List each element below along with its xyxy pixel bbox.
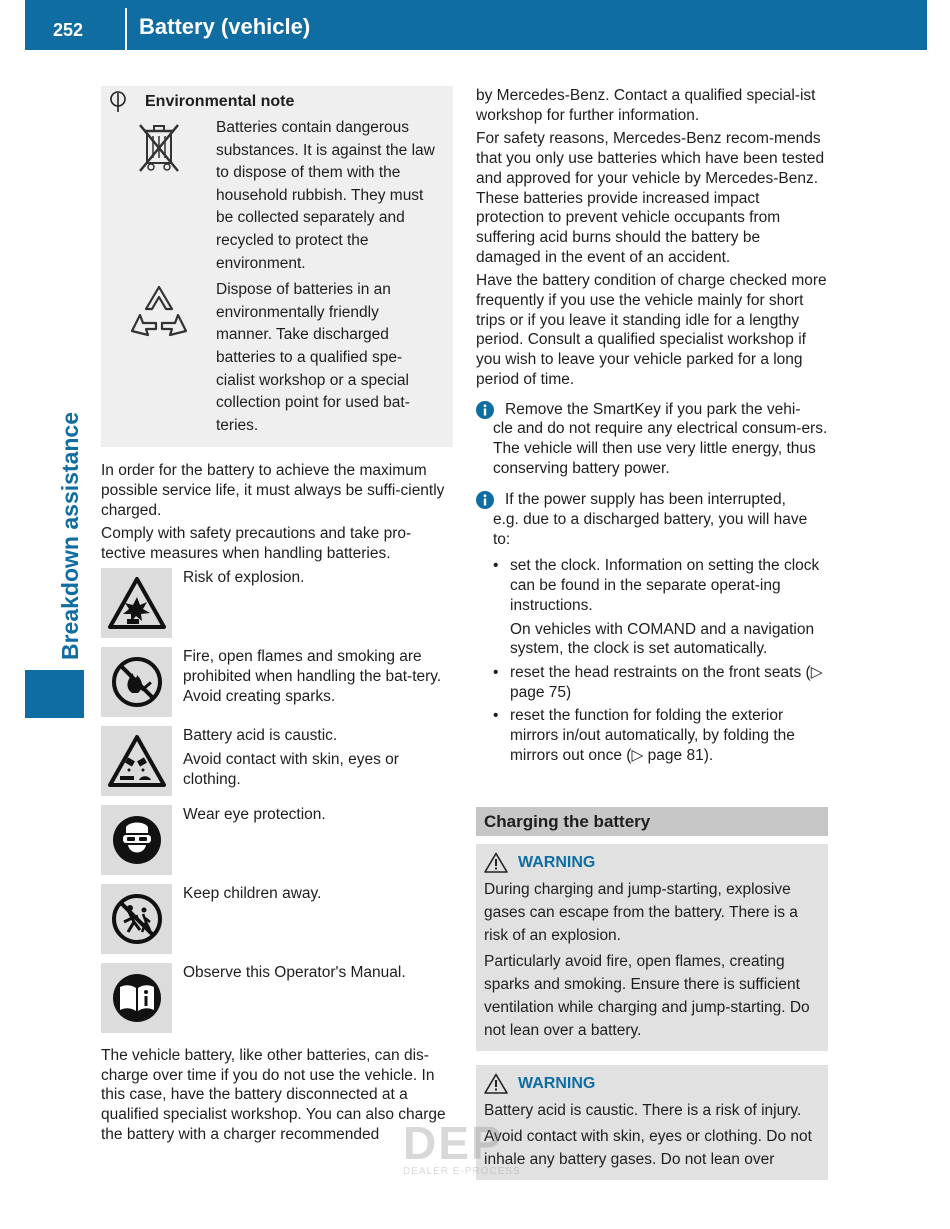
manual-icon	[110, 971, 164, 1025]
side-tab-label: Breakdown assistance	[57, 411, 83, 660]
list-item	[493, 663, 828, 702]
list-item	[493, 706, 828, 765]
hazard-line: Observe this Operator's Manual.	[183, 963, 406, 981]
page-number: 252	[53, 20, 84, 40]
hazard-item	[101, 963, 453, 1038]
env-note-title: Environmental note	[145, 93, 295, 110]
warning-box	[476, 1065, 828, 1180]
no-fire-icon	[110, 655, 164, 709]
list-item-text: set the clock. Information on setting the clock can be found in the separate operat-ing instructions.	[510, 557, 820, 614]
list-item	[493, 556, 828, 659]
header-divider	[125, 8, 127, 50]
eye-protection-icon	[110, 813, 164, 867]
list-item-text: reset the head restraints on the front seats (▷ page 75)	[510, 663, 823, 701]
hazard-line: Risk of explosion.	[183, 568, 305, 586]
hazard-text	[183, 963, 453, 987]
info-note	[476, 400, 828, 479]
hazard-text	[183, 805, 453, 829]
hazard-line: Avoid contact with skin, eyes or clothing.	[183, 750, 399, 788]
explosion-warning-icon	[107, 575, 167, 631]
hazard-line: Keep children away.	[183, 884, 322, 902]
watermark-text: DEP	[403, 1117, 504, 1169]
left-column	[101, 86, 453, 1148]
hazard-item	[101, 884, 453, 959]
watermark-subtext: DEALER E-PROCESS	[403, 1166, 521, 1177]
warning-triangle-icon	[484, 852, 508, 873]
warning-text: Battery acid is caustic. There is a risk of injury.	[484, 1101, 802, 1119]
info-text-continued: e.g. due to a discharged battery, you will have to:	[493, 511, 808, 548]
info-icon	[476, 491, 494, 509]
side-tab-marker	[25, 670, 84, 718]
page-header	[25, 0, 927, 50]
env-note-text: Batteries contain dangerous substances. It is against the law to dispose of them with the household rubbish. They must be collected separately and recycled to protect the environment.	[216, 119, 435, 272]
warning-text: During charging and jump-starting, explosive gases can escape from the battery. There is a risk of an explosion.	[484, 880, 798, 944]
keep-children-away-icon	[110, 892, 164, 946]
hazard-item	[101, 805, 453, 880]
warning-label: WARNING	[518, 1074, 596, 1092]
page-title: Battery (vehicle)	[139, 14, 311, 39]
crossed-bin-icon	[136, 121, 182, 175]
body-paragraph: In order for the battery to achieve the maximum possible service life, it must always be suffi-ciently charged.	[101, 462, 445, 519]
info-text: If the power supply has been interrupted,	[505, 491, 786, 509]
hazard-item	[101, 726, 453, 801]
environmental-note	[101, 86, 453, 447]
env-note-item	[101, 117, 453, 275]
warning-box	[476, 844, 828, 1051]
hazard-line: Fire, open flames and smoking are prohibited when handling the bat-tery. Avoid creating sparks.	[183, 647, 442, 705]
hazard-item	[101, 568, 453, 643]
info-note	[476, 490, 828, 549]
warning-label: WARNING	[518, 853, 596, 871]
info-icon	[476, 401, 494, 419]
acid-warning-icon	[107, 733, 167, 789]
warning-text: Avoid contact with skin, eyes or clothing. Do not inhale any battery gases. Do not lean over	[484, 1127, 812, 1168]
hazard-text	[183, 726, 453, 794]
recycle-icon	[128, 283, 190, 341]
body-paragraph: Have the battery condition of charge checked more frequently if you use the vehicle mainly for short trips or if you leave it standing idle for a lengthy period. Consult a qualified specialist workshop if you wish to leave your vehicle parked for a long period of time.	[476, 272, 827, 388]
hazard-line: Wear eye protection.	[183, 805, 326, 823]
body-paragraph: Comply with safety precautions and take pro-tective measures when handling batteries.	[101, 525, 412, 563]
env-note-header	[101, 91, 453, 113]
warning-header	[484, 850, 820, 876]
info-text: Remove the SmartKey if you park the vehi-	[505, 400, 801, 418]
list-item-text: reset the function for folding the exterior mirrors in/out automatically, by folding the mirrors out once (▷ page 81).	[510, 707, 795, 764]
info-text-continued: cle and do not require any electrical consum-ers. The vehicle will then use very little energy, thus conserving battery power.	[493, 420, 828, 477]
body-paragraph: by Mercedes-Benz. Contact a qualified special-ist workshop for further information.	[476, 87, 816, 124]
hazard-item	[101, 647, 453, 722]
env-note-text: Dispose of batteries in an environmentally friendly manner. Take discharged batteries to a qualified spe-cialist workshop or a special collection point for used bat-teries.	[216, 281, 410, 434]
leaf-icon	[107, 91, 129, 113]
body-paragraph: For safety reasons, Mercedes-Benz recom-mends that you only use batteries which have been tested and approved for your vehicle by Mercedes-Benz. These batteries provide increased impact protection to prevent vehicle occupants from suffering acid burns should the battery be damaged in the event of an accident.	[476, 130, 825, 266]
bullet-list	[476, 556, 828, 765]
right-column	[476, 86, 828, 1180]
hazard-text	[183, 884, 453, 908]
body-paragraph: The vehicle battery, like other batteries, can dis-charge over time if you do not use the vehicle. In this case, have the battery disconnected at a qualified specialist workshop. You can also charge the battery with a charger recommended	[101, 1046, 446, 1143]
hazard-text	[183, 568, 453, 592]
warning-header	[484, 1071, 820, 1097]
hazard-line: Battery acid is caustic.	[183, 726, 338, 744]
list-item-subtext: On vehicles with COMAND and a navigation system, the clock is set automatically.	[510, 620, 815, 658]
hazard-text	[183, 647, 453, 711]
warning-triangle-icon	[484, 1073, 508, 1094]
section-heading: Charging the battery	[476, 807, 828, 836]
env-note-item	[101, 279, 453, 437]
warning-text: Particularly avoid fire, open flames, creating sparks and smoking. Ensure there is sufficient ventilation while charging and jump-starting. Do not lean over a battery.	[484, 952, 810, 1039]
